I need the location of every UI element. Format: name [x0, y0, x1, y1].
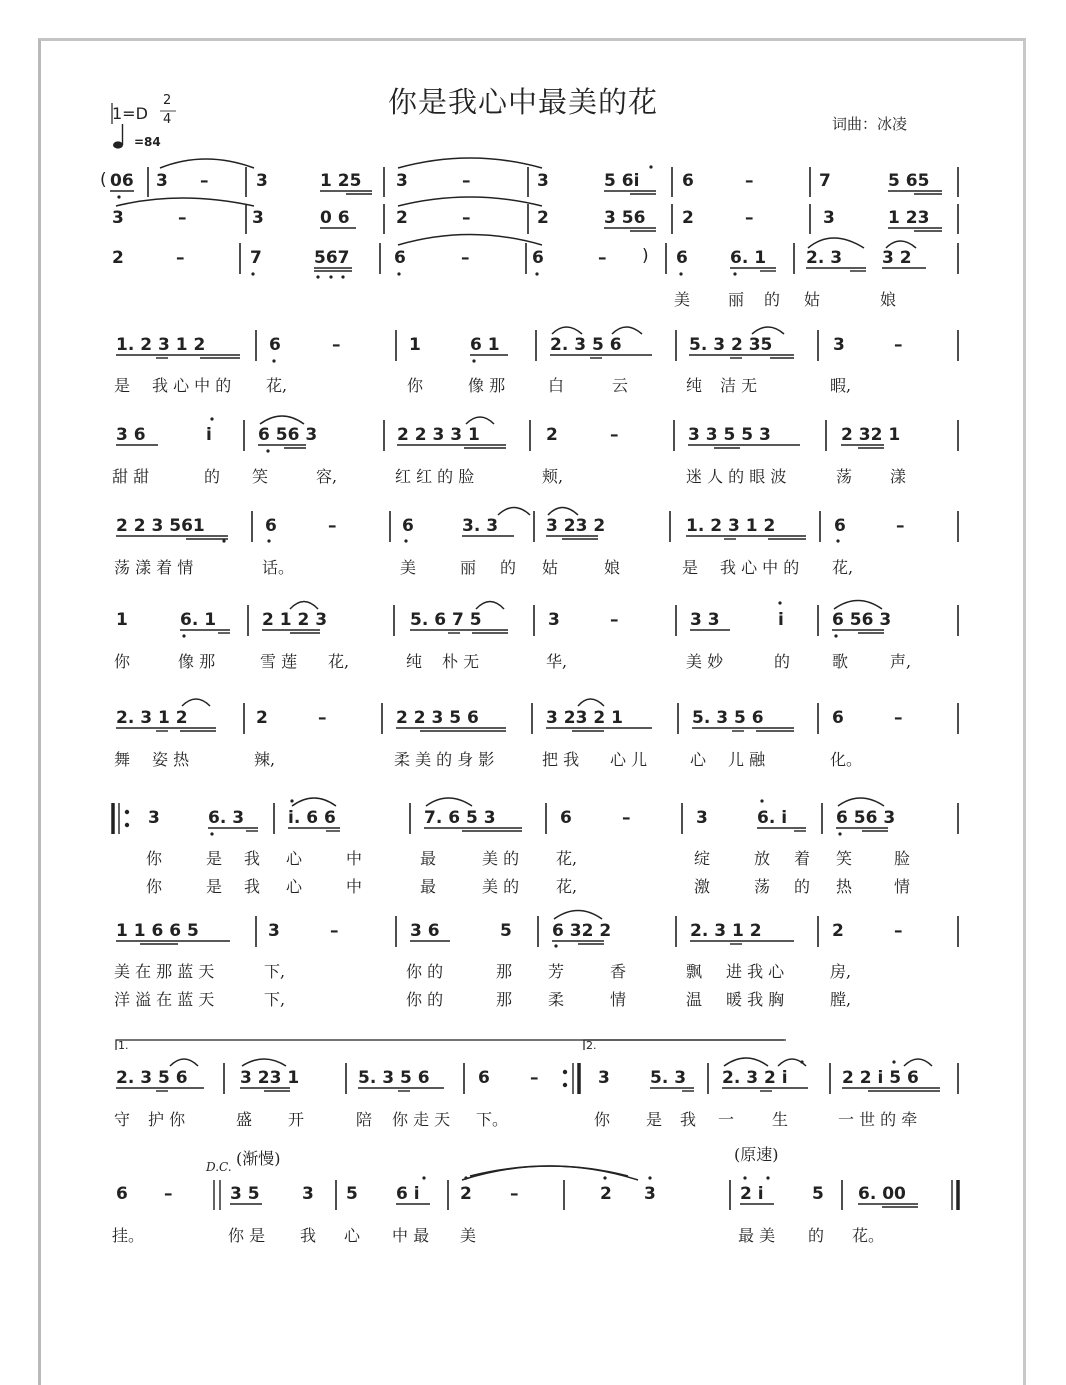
- note: 5. 3 5 6: [358, 1068, 430, 1088]
- lyric: 护 你: [148, 1110, 186, 1129]
- lyric-verse2: 暖 我 胸: [726, 990, 785, 1009]
- lyric-verse2: 最: [420, 877, 437, 896]
- lyric: 盛: [236, 1110, 253, 1129]
- lyric: 纯: [686, 376, 703, 395]
- note: 3: [598, 1068, 610, 1088]
- note: (: [100, 170, 107, 190]
- lyric: 美 的: [482, 849, 520, 868]
- note: 2: [256, 708, 268, 728]
- note: 2: [112, 248, 124, 268]
- lyric: 下。: [476, 1110, 509, 1129]
- lyric: 生: [772, 1110, 789, 1129]
- note: 3 2: [882, 248, 912, 268]
- note: 1 1 6 6 5: [116, 921, 199, 941]
- note: –: [745, 171, 754, 191]
- note: 2. 3 2 i: [722, 1068, 788, 1088]
- lyric: 的: [500, 558, 517, 577]
- lyric-verse2: 洋 溢 在 蓝 天: [114, 990, 215, 1009]
- note: 2. 3 1 2: [116, 708, 188, 728]
- lyric-verse2: 热: [836, 877, 853, 896]
- note: 6. 1: [180, 610, 217, 630]
- lyric: 心: [690, 750, 707, 769]
- lyric: 话。: [262, 558, 295, 577]
- lyric: 洁 无: [720, 376, 758, 395]
- lyric: 容,: [316, 467, 338, 486]
- note: 1 23: [888, 208, 930, 228]
- note: 2: [546, 425, 558, 445]
- note: –: [328, 516, 337, 536]
- note: 6 56 3: [832, 610, 892, 630]
- note: 3: [148, 808, 160, 828]
- lyric: 我: [244, 849, 261, 868]
- note: –: [462, 208, 471, 228]
- note: 2 2 3 561: [116, 516, 205, 536]
- lyric-verse2: 我: [244, 877, 261, 896]
- note: 5: [812, 1184, 824, 1204]
- lyric: 一 世 的 牵: [838, 1110, 918, 1129]
- note: –: [622, 808, 631, 828]
- lyric: 那: [496, 962, 513, 981]
- lyric: 我 心 中 的: [720, 558, 800, 577]
- lyric: 花,: [328, 652, 350, 671]
- lyric: 娘: [880, 290, 897, 309]
- lyric: 你: [146, 849, 163, 868]
- note: –: [178, 208, 187, 228]
- lyric: 舞: [114, 750, 131, 769]
- lyric: 荡 漾 着 情: [114, 558, 194, 577]
- lyric: 荡: [836, 467, 853, 486]
- note: 3: [548, 610, 560, 630]
- lyric: 一: [718, 1110, 735, 1129]
- ritardando-mark: (渐慢): [236, 1149, 281, 1168]
- note: 3: [833, 335, 845, 355]
- note: –: [462, 171, 471, 191]
- note: 3: [252, 208, 264, 228]
- note: 7: [250, 248, 262, 268]
- note: 3: [537, 171, 549, 191]
- lyric: 声,: [890, 652, 912, 671]
- note: 6 1: [470, 335, 500, 355]
- note: 2: [682, 208, 694, 228]
- note: 3: [112, 208, 124, 228]
- lyric: 华,: [546, 652, 568, 671]
- lyric: 美: [674, 290, 691, 309]
- lyric: 心 儿: [610, 750, 648, 769]
- note: 3 23 2: [546, 516, 606, 536]
- note: 3: [823, 208, 835, 228]
- lyric: 你: [114, 652, 131, 671]
- lyric-verse2: 你 的: [406, 990, 444, 1009]
- lyric: 姿 热: [152, 750, 190, 769]
- note: –: [610, 425, 619, 445]
- lyric-verse2: 膛,: [830, 990, 852, 1009]
- time-signature-bottom: 4: [163, 112, 172, 127]
- note: 3 6: [116, 425, 146, 445]
- note: 3: [396, 171, 408, 191]
- note: 3 3 5 5 3: [688, 425, 771, 445]
- lyric: 绽: [694, 849, 711, 868]
- lyric-verse2: 那: [496, 990, 513, 1009]
- key-signature: 1=D: [112, 104, 148, 123]
- lyric: 漾: [890, 467, 907, 486]
- lyric-verse2: 情: [610, 990, 627, 1009]
- note: 2 2 i 5 6: [842, 1068, 919, 1088]
- lyric: 是: [206, 849, 223, 868]
- lyric: 香: [610, 962, 627, 981]
- lyric: 你: [594, 1110, 611, 1129]
- note: 6: [116, 1184, 128, 1204]
- lyric-verse2: 美 的: [482, 877, 520, 896]
- repeat-marks: [113, 803, 958, 1210]
- lyric-verse2: 的: [794, 877, 811, 896]
- note: 6. 1: [730, 248, 767, 268]
- lyric: 云: [612, 376, 629, 395]
- lyric: 雪 莲: [260, 652, 298, 671]
- note: 6. i: [757, 808, 788, 828]
- lyric-verse2: 花,: [556, 877, 578, 896]
- lyric: 花,: [266, 376, 288, 395]
- lyric: 花,: [556, 849, 578, 868]
- note: –: [510, 1184, 519, 1204]
- volta-2-label: 2.: [586, 1039, 597, 1052]
- slurs: [116, 158, 932, 1180]
- note: 2 2 3 3 1: [397, 425, 480, 445]
- note: 567: [314, 248, 350, 268]
- lyric: 的: [204, 467, 221, 486]
- note: 6: [682, 171, 694, 191]
- note: –: [610, 610, 619, 630]
- note: 3: [256, 171, 268, 191]
- note: ): [642, 246, 649, 266]
- lyric: 娘: [604, 558, 621, 577]
- quarter-note-icon: [113, 124, 123, 149]
- note: 5 6i: [604, 171, 640, 191]
- lyric-verse2: 下,: [264, 990, 286, 1009]
- note: –: [332, 335, 341, 355]
- note: 3 56: [604, 208, 646, 228]
- note: 3: [268, 921, 280, 941]
- lyric: 挂。: [112, 1226, 145, 1245]
- note: 6: [394, 248, 406, 268]
- note: 6: [532, 248, 544, 268]
- note: 3: [302, 1184, 314, 1204]
- lyric: 花,: [832, 558, 854, 577]
- lyric: 心: [286, 849, 303, 868]
- da-capo-mark: D.C.: [206, 1160, 232, 1174]
- note: 6: [676, 248, 688, 268]
- lyric: 中 最: [392, 1226, 430, 1245]
- note: 1: [116, 610, 128, 630]
- note: 2: [396, 208, 408, 228]
- lyric: 的: [774, 652, 791, 671]
- note: 5. 3: [650, 1068, 687, 1088]
- note: –: [164, 1184, 173, 1204]
- note: 2. 3 5 6: [116, 1068, 188, 1088]
- composer-credit: 词曲：冰凌: [832, 115, 908, 133]
- note: 1 25: [320, 171, 362, 191]
- note: 6 i: [396, 1184, 420, 1204]
- lyric: 朴 无: [442, 652, 480, 671]
- note: 2: [600, 1184, 612, 1204]
- note: 5: [500, 921, 512, 941]
- lyric: 化。: [830, 750, 863, 769]
- lyric-verse2: 温: [686, 990, 703, 1009]
- lyric: 我: [680, 1110, 697, 1129]
- lyric: 颊,: [542, 467, 564, 486]
- note: 2: [537, 208, 549, 228]
- note: 6 56 3: [258, 425, 318, 445]
- note: 6 56 3: [836, 808, 896, 828]
- lyric: 迷 人 的 眼 波: [686, 467, 787, 486]
- note: –: [745, 208, 754, 228]
- lyric: 儿 融: [728, 750, 766, 769]
- lyric: 是: [114, 376, 131, 395]
- volta-1-label: 1.: [118, 1039, 129, 1052]
- octave-dots: [117, 165, 895, 1179]
- lyric-verse2: 激: [694, 877, 711, 896]
- note: i. 6 6: [288, 808, 336, 828]
- lyric: 辣,: [254, 750, 276, 769]
- note: 3: [644, 1184, 656, 1204]
- time-signature-top: 2: [163, 93, 172, 108]
- song-title: 你是我心中最美的花: [388, 85, 659, 119]
- note: 2. 3: [806, 248, 843, 268]
- lyric: 歌: [832, 652, 849, 671]
- lyric: 的: [764, 290, 781, 309]
- lyric: 芳: [548, 962, 565, 981]
- lyric: 中: [346, 849, 363, 868]
- lyric: 美: [400, 558, 417, 577]
- note: 5. 6 7 5: [410, 610, 482, 630]
- barlines: [148, 167, 958, 1210]
- note: 1. 2 3 1 2: [686, 516, 776, 536]
- note: 6: [834, 516, 846, 536]
- lyric: 着: [794, 849, 811, 868]
- lyric: 花。: [852, 1226, 885, 1245]
- note: 2: [460, 1184, 472, 1204]
- lyric: 甜 甜: [112, 467, 150, 486]
- note: 3. 3: [462, 516, 499, 536]
- note: 2. 3 5 6: [550, 335, 622, 355]
- note: 3 23 1: [240, 1068, 300, 1088]
- note: 2 2 3 5 6: [396, 708, 479, 728]
- lyric: 你 是: [228, 1226, 266, 1245]
- note: 2 32 1: [841, 425, 901, 445]
- lyric-verse2: 心: [286, 877, 303, 896]
- lyric: 守: [114, 1110, 131, 1129]
- lyric: 像 那: [468, 376, 506, 395]
- note: –: [530, 1068, 539, 1088]
- note: 5. 3 2 35: [689, 335, 773, 355]
- note: 2. 3 1 2: [690, 921, 762, 941]
- lyric: 我 心 中 的: [152, 376, 232, 395]
- lyric: 姑: [542, 558, 559, 577]
- note: –: [176, 248, 185, 268]
- lyric: 像 那: [178, 652, 216, 671]
- note: 7. 6 5 3: [424, 808, 496, 828]
- note: –: [894, 921, 903, 941]
- note: 6: [832, 708, 844, 728]
- tempo-marking: =84: [134, 135, 161, 149]
- note: 3 6: [410, 921, 440, 941]
- note: 6: [478, 1068, 490, 1088]
- lyric-verse2: 荡: [754, 877, 771, 896]
- note: 6: [269, 335, 281, 355]
- lyric: 你 走 天: [392, 1110, 451, 1129]
- lyric: 姑: [804, 290, 821, 309]
- lyric: 美: [460, 1226, 477, 1245]
- lyric-verse2: 是: [206, 877, 223, 896]
- lyric: 我: [300, 1226, 317, 1245]
- lyric: 房,: [830, 962, 852, 981]
- lyric-verse2: 情: [894, 877, 911, 896]
- note: 3 5: [230, 1184, 260, 1204]
- note: 2 1 2 3: [262, 610, 328, 630]
- lyric: 最 美: [738, 1226, 776, 1245]
- lyric: 白: [548, 376, 565, 395]
- lyric: 美 妙: [686, 652, 724, 671]
- note: 6. 3: [208, 808, 245, 828]
- note: 1. 2 3 1 2: [116, 335, 206, 355]
- lyric: 笑: [252, 467, 269, 486]
- note: 3 3: [690, 610, 720, 630]
- note: –: [318, 708, 327, 728]
- note: 2 i: [740, 1184, 764, 1204]
- lyric: 丽: [728, 290, 745, 309]
- note: 06: [110, 171, 134, 191]
- note: –: [894, 708, 903, 728]
- note: 5 65: [888, 171, 930, 191]
- lyric: 的: [808, 1226, 825, 1245]
- note: 3: [696, 808, 708, 828]
- note: 6 32 2: [552, 921, 612, 941]
- lyric: 纯: [406, 652, 423, 671]
- volta-brackets: [116, 1040, 786, 1050]
- note: i: [206, 425, 212, 445]
- note: 6: [265, 516, 277, 536]
- note: –: [330, 921, 339, 941]
- lyric: 丽: [460, 558, 477, 577]
- note: –: [598, 248, 607, 268]
- note: –: [461, 248, 470, 268]
- lyric: 飘: [686, 962, 703, 981]
- note: 1: [409, 335, 421, 355]
- lyric: 进 我 心: [726, 962, 785, 981]
- note: i: [778, 610, 784, 630]
- lyric: 心: [344, 1226, 361, 1245]
- lyric: 是: [682, 558, 699, 577]
- lyric: 把 我: [542, 750, 580, 769]
- lyric: 柔 美 的 身 影: [394, 750, 495, 769]
- lyric: 笑: [836, 849, 853, 868]
- note: 0 6: [320, 208, 350, 228]
- lyric: 放: [754, 849, 771, 868]
- note: 6: [402, 516, 414, 536]
- a-tempo-mark: (原速): [734, 1145, 779, 1164]
- lyric-verse2: 中: [346, 877, 363, 896]
- note: –: [896, 516, 905, 536]
- lyric: 脸: [894, 849, 911, 868]
- lyric: 暇,: [830, 376, 852, 395]
- note: 5: [346, 1184, 358, 1204]
- lyric: 陪: [356, 1110, 373, 1129]
- lyric: 美 在 那 蓝 天: [114, 962, 215, 981]
- note: –: [894, 335, 903, 355]
- note: 2: [832, 921, 844, 941]
- lyric: 红 红 的 脸: [395, 467, 475, 486]
- note: –: [200, 171, 209, 191]
- lyric: 开: [288, 1110, 305, 1129]
- note: 3 23 2 1: [546, 708, 623, 728]
- note: 3: [156, 171, 168, 191]
- lyric: 你 的: [406, 962, 444, 981]
- lyric: 下,: [264, 962, 286, 981]
- note: 6: [560, 808, 572, 828]
- lyric: 最: [420, 849, 437, 868]
- lyric-verse2: 你: [146, 877, 163, 896]
- lyric: 是: [646, 1110, 663, 1129]
- note: 5. 3 5 6: [692, 708, 764, 728]
- note: 6. 00: [858, 1184, 906, 1204]
- lyric-verse2: 柔: [548, 990, 565, 1009]
- lyric: 你: [407, 376, 424, 395]
- note: 7: [819, 171, 831, 191]
